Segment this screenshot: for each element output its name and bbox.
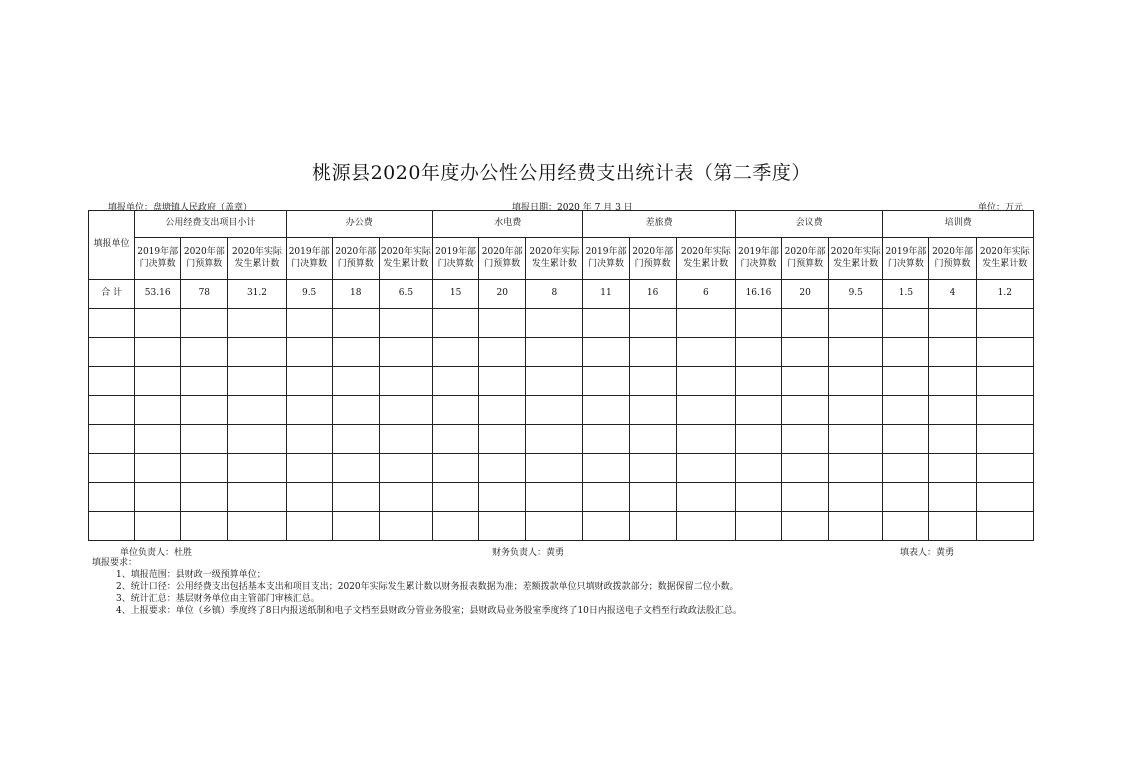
- total-value: 8: [526, 280, 583, 309]
- sub-header: 2019年部门决算数: [735, 238, 781, 280]
- total-value: 20: [782, 280, 829, 309]
- empty-cell[interactable]: [929, 367, 976, 396]
- sub-header: 2019年部门决算数: [135, 238, 181, 280]
- table-row: [89, 309, 1034, 338]
- empty-cell[interactable]: [829, 454, 883, 483]
- empty-cell[interactable]: [526, 367, 583, 396]
- empty-cell[interactable]: [883, 512, 929, 541]
- empty-cell[interactable]: [929, 425, 976, 454]
- requirements-notes: [92, 557, 742, 617]
- total-value: 4: [929, 280, 976, 309]
- empty-cell[interactable]: [286, 483, 332, 512]
- empty-cell[interactable]: [583, 512, 629, 541]
- empty-cell[interactable]: [379, 454, 432, 483]
- sub-header: 2020年实际发生累计数: [228, 238, 286, 280]
- empty-cell[interactable]: [286, 512, 332, 541]
- table-row: [89, 367, 1034, 396]
- table-row: [89, 512, 1034, 541]
- sub-header: 2020年实际发生累计数: [526, 238, 583, 280]
- empty-cell[interactable]: [782, 396, 829, 425]
- empty-cell[interactable]: [433, 483, 479, 512]
- total-label: 合 计: [89, 280, 135, 309]
- empty-cell[interactable]: [976, 309, 1033, 338]
- empty-cell[interactable]: [89, 454, 135, 483]
- total-value: 53.16: [135, 280, 181, 309]
- empty-cell[interactable]: [629, 309, 676, 338]
- empty-cell[interactable]: [286, 454, 332, 483]
- empty-cell[interactable]: [782, 483, 829, 512]
- group-header: 培训费: [883, 211, 1034, 238]
- total-value: 78: [181, 280, 228, 309]
- empty-cell[interactable]: [181, 309, 228, 338]
- empty-cell[interactable]: [332, 483, 379, 512]
- empty-cell[interactable]: [629, 396, 676, 425]
- empty-cell[interactable]: [735, 309, 781, 338]
- empty-cell[interactable]: [479, 454, 526, 483]
- note-item: 4、上报要求：单位（乡镇）季度终了8日内报送纸制和电子文档至县财政分管业务股室；县财政局业务股室季度终了10日内报送电子文档至行政政法股汇总。: [116, 606, 742, 616]
- group-header: 办公费: [286, 211, 432, 238]
- empty-cell[interactable]: [135, 425, 181, 454]
- empty-cell[interactable]: [976, 367, 1033, 396]
- total-value: 18: [332, 280, 379, 309]
- empty-cell[interactable]: [929, 512, 976, 541]
- empty-cell[interactable]: [735, 454, 781, 483]
- empty-cell[interactable]: [89, 367, 135, 396]
- empty-cell[interactable]: [883, 454, 929, 483]
- empty-cell[interactable]: [228, 425, 286, 454]
- group-header: 差旅费: [583, 211, 735, 238]
- empty-cell[interactable]: [829, 512, 883, 541]
- empty-cell[interactable]: [286, 367, 332, 396]
- empty-cell[interactable]: [479, 309, 526, 338]
- empty-cell[interactable]: [676, 396, 735, 425]
- sub-header: 2019年部门决算数: [286, 238, 332, 280]
- empty-cell[interactable]: [929, 338, 976, 367]
- empty-cell[interactable]: [735, 396, 781, 425]
- empty-cell[interactable]: [286, 396, 332, 425]
- empty-cell[interactable]: [629, 338, 676, 367]
- empty-cell[interactable]: [433, 309, 479, 338]
- empty-cell[interactable]: [976, 338, 1033, 367]
- empty-cell[interactable]: [433, 454, 479, 483]
- empty-cell[interactable]: [433, 396, 479, 425]
- fill-date-label: 填报日期：2020 年 7 月 3 日: [512, 203, 633, 213]
- sub-header: 2020年实际发生累计数: [379, 238, 432, 280]
- filler: 填表人：黄勇: [900, 548, 955, 558]
- empty-cell[interactable]: [135, 512, 181, 541]
- table-row: [89, 483, 1034, 512]
- empty-cell[interactable]: [228, 338, 286, 367]
- empty-cell[interactable]: [286, 425, 332, 454]
- total-value: 1.2: [976, 280, 1033, 309]
- empty-cell[interactable]: [135, 309, 181, 338]
- empty-cell[interactable]: [883, 309, 929, 338]
- empty-cell[interactable]: [433, 338, 479, 367]
- empty-cell[interactable]: [583, 425, 629, 454]
- sub-header: 2019年部门决算数: [883, 238, 929, 280]
- empty-cell[interactable]: [332, 425, 379, 454]
- empty-cell[interactable]: [181, 396, 228, 425]
- empty-cell[interactable]: [629, 454, 676, 483]
- page-title: 桃源县2020年度办公性公用经费支出统计表（第二季度）: [312, 162, 811, 184]
- empty-cell[interactable]: [629, 512, 676, 541]
- empty-cell[interactable]: [332, 338, 379, 367]
- empty-cell[interactable]: [829, 338, 883, 367]
- empty-cell[interactable]: [883, 396, 929, 425]
- empty-cell[interactable]: [286, 309, 332, 338]
- unit-head: 单位负责人：杜胜: [120, 548, 193, 558]
- sub-header: 2020年实际发生累计数: [829, 238, 883, 280]
- empty-cell[interactable]: [929, 454, 976, 483]
- sub-header: 2020年部门预算数: [181, 238, 228, 280]
- empty-cell[interactable]: [929, 396, 976, 425]
- group-header: 公用经费支出项目小计: [135, 211, 286, 238]
- empty-cell[interactable]: [676, 338, 735, 367]
- empty-cell[interactable]: [526, 454, 583, 483]
- empty-cell[interactable]: [782, 309, 829, 338]
- empty-cell[interactable]: [976, 454, 1033, 483]
- empty-cell[interactable]: [676, 309, 735, 338]
- empty-cell[interactable]: [526, 309, 583, 338]
- empty-cell[interactable]: [676, 483, 735, 512]
- empty-cell[interactable]: [883, 338, 929, 367]
- empty-cell[interactable]: [181, 512, 228, 541]
- empty-cell[interactable]: [735, 483, 781, 512]
- empty-cell[interactable]: [228, 483, 286, 512]
- sub-header: 2020年部门预算数: [929, 238, 976, 280]
- row-header-fill-unit: 填报单位: [89, 211, 135, 280]
- empty-cell[interactable]: [332, 454, 379, 483]
- empty-cell[interactable]: [629, 367, 676, 396]
- empty-cell[interactable]: [829, 425, 883, 454]
- empty-cell[interactable]: [228, 454, 286, 483]
- total-value: 16: [629, 280, 676, 309]
- empty-cell[interactable]: [583, 309, 629, 338]
- sub-header: 2020年部门预算数: [479, 238, 526, 280]
- empty-cell[interactable]: [883, 367, 929, 396]
- empty-cell[interactable]: [479, 396, 526, 425]
- total-value: 9.5: [829, 280, 883, 309]
- expense-table: [88, 210, 1034, 541]
- empty-cell[interactable]: [433, 367, 479, 396]
- empty-cell[interactable]: [135, 396, 181, 425]
- total-value: 20: [479, 280, 526, 309]
- empty-cell[interactable]: [829, 396, 883, 425]
- empty-cell[interactable]: [676, 367, 735, 396]
- empty-cell[interactable]: [526, 338, 583, 367]
- empty-cell[interactable]: [583, 396, 629, 425]
- empty-cell[interactable]: [228, 367, 286, 396]
- empty-cell[interactable]: [583, 338, 629, 367]
- empty-cell[interactable]: [433, 425, 479, 454]
- empty-cell[interactable]: [332, 512, 379, 541]
- empty-cell[interactable]: [782, 338, 829, 367]
- empty-cell[interactable]: [379, 338, 432, 367]
- empty-cell[interactable]: [976, 483, 1033, 512]
- empty-cell[interactable]: [583, 483, 629, 512]
- empty-cell[interactable]: [583, 367, 629, 396]
- empty-cell[interactable]: [332, 396, 379, 425]
- empty-cell[interactable]: [89, 396, 135, 425]
- empty-cell[interactable]: [883, 483, 929, 512]
- empty-cell[interactable]: [379, 396, 432, 425]
- empty-cell[interactable]: [526, 425, 583, 454]
- empty-cell[interactable]: [479, 338, 526, 367]
- empty-cell[interactable]: [629, 425, 676, 454]
- empty-cell[interactable]: [332, 367, 379, 396]
- empty-cell[interactable]: [135, 483, 181, 512]
- empty-cell[interactable]: [676, 454, 735, 483]
- empty-cell[interactable]: [883, 425, 929, 454]
- empty-cell[interactable]: [89, 512, 135, 541]
- empty-cell[interactable]: [583, 454, 629, 483]
- empty-cell[interactable]: [735, 512, 781, 541]
- empty-cell[interactable]: [929, 483, 976, 512]
- empty-cell[interactable]: [379, 512, 432, 541]
- group-header: 会议费: [735, 211, 882, 238]
- total-value: 15: [433, 280, 479, 309]
- empty-cell[interactable]: [181, 367, 228, 396]
- empty-cell[interactable]: [735, 338, 781, 367]
- fill-unit-label: 填报单位：盘塘镇人民政府（盖章）: [108, 203, 253, 213]
- empty-cell[interactable]: [181, 338, 228, 367]
- sub-header: 2020年实际发生累计数: [976, 238, 1033, 280]
- sub-header: 2020年部门预算数: [782, 238, 829, 280]
- sub-header: 2020年部门预算数: [332, 238, 379, 280]
- empty-cell[interactable]: [676, 425, 735, 454]
- empty-cell[interactable]: [735, 425, 781, 454]
- empty-cell[interactable]: [735, 367, 781, 396]
- empty-cell[interactable]: [629, 483, 676, 512]
- note-item: 1、填报范围：县财政一级预算单位；: [116, 570, 266, 580]
- empty-cell[interactable]: [782, 512, 829, 541]
- table-row: [89, 425, 1034, 454]
- empty-cell[interactable]: [228, 396, 286, 425]
- empty-cell[interactable]: [782, 454, 829, 483]
- empty-cell[interactable]: [135, 454, 181, 483]
- empty-cell[interactable]: [976, 396, 1033, 425]
- empty-cell[interactable]: [526, 483, 583, 512]
- sub-header: 2020年部门预算数: [629, 238, 676, 280]
- table-row: [89, 454, 1034, 483]
- empty-cell[interactable]: [135, 367, 181, 396]
- empty-cell[interactable]: [433, 512, 479, 541]
- empty-cell[interactable]: [929, 309, 976, 338]
- unit-label: 单位：万元: [978, 203, 1024, 213]
- sub-header: 2019年部门决算数: [433, 238, 479, 280]
- empty-cell[interactable]: [332, 309, 379, 338]
- empty-cell[interactable]: [379, 309, 432, 338]
- empty-cell[interactable]: [829, 309, 883, 338]
- empty-cell[interactable]: [379, 425, 432, 454]
- empty-cell[interactable]: [135, 338, 181, 367]
- empty-cell[interactable]: [89, 483, 135, 512]
- empty-cell[interactable]: [479, 367, 526, 396]
- total-value: 31.2: [228, 280, 286, 309]
- empty-cell[interactable]: [379, 483, 432, 512]
- table-row: [89, 338, 1034, 367]
- empty-cell[interactable]: [782, 425, 829, 454]
- empty-cell[interactable]: [782, 367, 829, 396]
- empty-cell[interactable]: [228, 309, 286, 338]
- empty-cell[interactable]: [89, 338, 135, 367]
- empty-cell[interactable]: [228, 512, 286, 541]
- empty-cell[interactable]: [976, 512, 1033, 541]
- empty-cell[interactable]: [526, 512, 583, 541]
- empty-cell[interactable]: [181, 454, 228, 483]
- empty-cell[interactable]: [479, 483, 526, 512]
- empty-cell[interactable]: [379, 367, 432, 396]
- empty-cell[interactable]: [89, 309, 135, 338]
- table-row: [89, 396, 1034, 425]
- empty-cell[interactable]: [526, 396, 583, 425]
- empty-cell[interactable]: [829, 367, 883, 396]
- empty-cell[interactable]: [286, 338, 332, 367]
- empty-cell[interactable]: [479, 512, 526, 541]
- empty-cell[interactable]: [479, 425, 526, 454]
- group-header: 水电费: [433, 211, 583, 238]
- total-value: 6.5: [379, 280, 432, 309]
- empty-cell[interactable]: [89, 425, 135, 454]
- sub-header: 2020年实际发生累计数: [676, 238, 735, 280]
- total-value: 11: [583, 280, 629, 309]
- total-value: 1.5: [883, 280, 929, 309]
- empty-cell[interactable]: [181, 483, 228, 512]
- total-value: 16.16: [735, 280, 781, 309]
- total-value: 9.5: [286, 280, 332, 309]
- notes-heading: 填报要求：: [92, 558, 138, 568]
- empty-cell[interactable]: [829, 483, 883, 512]
- sub-header: 2019年部门决算数: [583, 238, 629, 280]
- note-item: 3、统计汇总：基层财务单位由主管部门审核汇总。: [116, 594, 320, 604]
- empty-cell[interactable]: [676, 512, 735, 541]
- total-value: 6: [676, 280, 735, 309]
- empty-cell[interactable]: [181, 425, 228, 454]
- empty-cell[interactable]: [976, 425, 1033, 454]
- finance-head: 财务负责人：黄勇: [492, 548, 565, 558]
- note-item: 2、统计口径：公用经费支出包括基本支出和项目支出；2020年实际发生累计数以财务报表数据为准；差额拨款单位只填财政拨款部分；数据保留二位小数。: [116, 582, 739, 592]
